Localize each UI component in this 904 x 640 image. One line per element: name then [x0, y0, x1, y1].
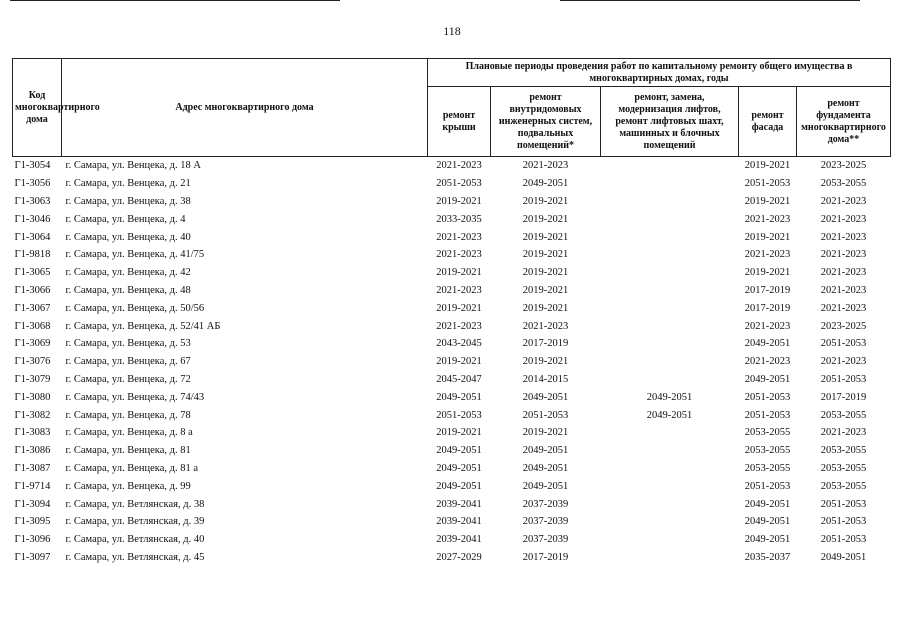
cell-internal: 2019-2021 [522, 213, 569, 225]
cell-elevator [601, 513, 739, 531]
cell-roof: 2019-2021 [436, 356, 482, 368]
cell-address: г. Самара, ул. Ветлянская, д. 45 [65, 551, 205, 563]
cell-code: Г1-3095 [14, 516, 51, 528]
table-row [13, 335, 891, 353]
cell-roof: 2021-2023 [436, 160, 482, 172]
cell-internal: 2017-2019 [522, 338, 569, 350]
cell-address: г. Самара, ул. Венцека, д. 50/56 [65, 302, 205, 314]
cell-address: г. Самара, ул. Венцека, д. 81 [65, 445, 191, 457]
cell-code: Г1-9818 [14, 249, 51, 261]
cell-elevator [601, 157, 739, 175]
table-row [13, 424, 891, 442]
cell-roof: 2043-2045 [436, 338, 482, 350]
cell-internal: 2037-2039 [522, 498, 569, 510]
cell-foundation: 2023-2025 [820, 320, 867, 332]
cell-facade: 2019-2021 [744, 267, 791, 279]
cell-roof: 2039-2041 [436, 498, 482, 510]
table-row [13, 317, 891, 335]
cell-elevator [601, 193, 739, 211]
top-edge-line-right [560, 0, 860, 1]
cell-elevator [601, 246, 739, 264]
cell-code: Г1-3056 [14, 178, 51, 190]
cell-foundation: 2021-2023 [820, 231, 867, 243]
cell-code: Г1-3080 [14, 391, 51, 403]
cell-address: г. Самара, ул. Ветлянская, д. 39 [65, 516, 205, 528]
header-address: Адрес многоквартирного дома [62, 59, 428, 157]
table-row [13, 299, 891, 317]
cell-roof: 2021-2023 [436, 320, 482, 332]
cell-code: Г1-3094 [14, 498, 51, 510]
cell-code: Г1-3096 [14, 534, 51, 546]
cell-facade: 2049-2051 [744, 498, 791, 510]
cell-facade: 2019-2021 [744, 231, 791, 243]
cell-internal: 2037-2039 [522, 534, 569, 546]
cell-facade: 2017-2019 [744, 284, 791, 296]
header-code: Код многоквартирного дома [13, 59, 62, 157]
header-foundation: ремонт фундамента многоквартирного дома** [797, 87, 891, 157]
cell-foundation: 2053-2055 [820, 178, 867, 190]
table-row [13, 210, 891, 228]
cell-address: г. Самара, ул. Венцека, д. 99 [65, 480, 191, 492]
cell-internal: 2019-2021 [522, 356, 569, 368]
table-row [13, 477, 891, 495]
cell-address: г. Самара, ул. Венцека, д. 21 [65, 178, 191, 190]
page-number: 118 [443, 24, 461, 38]
cell-internal: 2021-2023 [522, 320, 569, 332]
cell-address: г. Самара, ул. Венцека, д. 38 [65, 195, 191, 207]
cell-elevator [601, 371, 739, 389]
cell-roof: 2019-2021 [436, 427, 482, 439]
cell-code: Г1-3068 [14, 320, 51, 332]
cell-facade: 2051-2053 [744, 409, 791, 421]
cell-address: г. Самара, ул. Ветлянская, д. 40 [65, 534, 205, 546]
cell-facade: 2053-2055 [744, 462, 791, 474]
cell-address: г. Самара, ул. Венцека, д. 48 [65, 284, 191, 296]
cell-elevator [601, 175, 739, 193]
cell-address: г. Самара, ул. Венцека, д. 40 [65, 231, 191, 243]
cell-facade: 2051-2053 [744, 391, 791, 403]
cell-facade: 2051-2053 [744, 480, 791, 492]
cell-elevator: 2049-2051 [646, 409, 693, 421]
cell-internal: 2021-2023 [522, 160, 569, 172]
cell-elevator [601, 264, 739, 282]
cell-roof: 2027-2029 [436, 551, 482, 563]
cell-elevator [601, 335, 739, 353]
cell-code: Г1-3054 [14, 160, 51, 172]
cell-elevator [601, 282, 739, 300]
cell-elevator [601, 210, 739, 228]
table-row [13, 442, 891, 460]
table-row [13, 406, 891, 424]
capital-repair-table [12, 58, 891, 566]
cell-foundation: 2017-2019 [820, 391, 867, 403]
cell-foundation: 2051-2053 [820, 534, 867, 546]
cell-foundation: 2051-2053 [820, 373, 867, 385]
cell-foundation: 2053-2055 [820, 480, 867, 492]
cell-elevator [601, 317, 739, 335]
table-row [13, 228, 891, 246]
cell-internal: 2049-2051 [522, 480, 569, 492]
cell-elevator [601, 531, 739, 549]
cell-foundation: 2021-2023 [820, 356, 867, 368]
cell-roof: 2019-2021 [436, 302, 482, 314]
cell-address: г. Самара, ул. Венцека, д. 78 [65, 409, 191, 421]
cell-elevator [601, 442, 739, 460]
table-row [13, 495, 891, 513]
cell-foundation: 2021-2023 [820, 427, 867, 439]
cell-code: Г1-3083 [14, 427, 51, 439]
cell-address: г. Самара, ул. Венцека, д. 42 [65, 267, 191, 279]
cell-elevator [601, 460, 739, 478]
table-row [13, 388, 891, 406]
cell-code: Г1-3067 [14, 302, 51, 314]
cell-elevator [601, 495, 739, 513]
cell-internal: 2019-2021 [522, 284, 569, 296]
table-row [13, 264, 891, 282]
cell-internal: 2019-2021 [522, 427, 569, 439]
cell-internal: 2049-2051 [522, 462, 569, 474]
cell-code: Г1-3065 [14, 267, 51, 279]
header-roof: ремонт крыши [428, 87, 491, 157]
header-internal: ремонт внутридомовых инженерных систем, подвальных помещений* [491, 87, 601, 157]
cell-foundation: 2053-2055 [820, 462, 867, 474]
cell-internal: 2019-2021 [522, 267, 569, 279]
cell-facade: 2019-2021 [744, 195, 791, 207]
cell-code: Г1-3076 [14, 356, 51, 368]
table-row [13, 513, 891, 531]
cell-address: г. Самара, ул. Венцека, д. 41/75 [65, 249, 205, 261]
cell-code: Г1-3069 [14, 338, 51, 350]
cell-internal: 2049-2051 [522, 445, 569, 457]
cell-foundation: 2053-2055 [820, 445, 867, 457]
cell-foundation: 2051-2053 [820, 338, 867, 350]
cell-internal: 2049-2051 [522, 178, 569, 190]
cell-roof: 2051-2053 [436, 178, 482, 190]
cell-foundation: 2021-2023 [820, 284, 867, 296]
table-row [13, 282, 891, 300]
cell-facade: 2021-2023 [744, 320, 791, 332]
cell-internal: 2051-2053 [522, 409, 569, 421]
cell-code: Г1-3087 [14, 462, 51, 474]
cell-roof: 2019-2021 [436, 195, 482, 207]
cell-code: Г1-3079 [14, 373, 51, 385]
cell-code: Г1-3082 [14, 409, 51, 421]
cell-internal: 2019-2021 [522, 231, 569, 243]
cell-address: г. Самара, ул. Венцека, д. 8 а [65, 427, 193, 439]
header-group: Плановые периоды проведения работ по капитальному ремонту общего имущества в многоквартирных домах, годы [428, 59, 891, 87]
cell-facade: 2049-2051 [744, 534, 791, 546]
cell-foundation: 2051-2053 [820, 516, 867, 528]
cell-foundation: 2023-2025 [820, 160, 867, 172]
cell-facade: 2049-2051 [744, 338, 791, 350]
cell-code: Г1-9714 [14, 480, 51, 492]
cell-roof: 2039-2041 [436, 534, 482, 546]
cell-internal: 2049-2051 [522, 391, 569, 403]
table-row [13, 157, 891, 175]
table-row [13, 193, 891, 211]
cell-facade: 2021-2023 [744, 356, 791, 368]
cell-internal: 2014-2015 [522, 373, 569, 385]
cell-roof: 2021-2023 [436, 284, 482, 296]
cell-foundation: 2021-2023 [820, 249, 867, 261]
cell-address: г. Самара, ул. Ветлянская, д. 38 [65, 498, 205, 510]
cell-facade: 2049-2051 [744, 373, 791, 385]
table-body [13, 157, 891, 567]
cell-address: г. Самара, ул. Венцека, д. 52/41 АБ [65, 320, 221, 332]
cell-foundation: 2051-2053 [820, 498, 867, 510]
cell-facade: 2035-2037 [744, 551, 791, 563]
cell-roof: 2051-2053 [436, 409, 482, 421]
cell-facade: 2049-2051 [744, 516, 791, 528]
cell-foundation: 2049-2051 [820, 551, 867, 563]
table-row [13, 371, 891, 389]
cell-code: Г1-3046 [14, 213, 51, 225]
cell-foundation: 2021-2023 [820, 195, 867, 207]
cell-roof: 2033-2035 [436, 213, 482, 225]
cell-address: г. Самара, ул. Венцека, д. 18 А [65, 160, 201, 172]
cell-internal: 2019-2021 [522, 249, 569, 261]
cell-elevator [601, 424, 739, 442]
table-row [13, 460, 891, 478]
cell-facade: 2053-2055 [744, 427, 791, 439]
table-row [13, 246, 891, 264]
cell-foundation: 2021-2023 [820, 267, 867, 279]
cell-roof: 2045-2047 [436, 373, 482, 385]
cell-code: Г1-3097 [14, 551, 51, 563]
header-facade: ремонт фасада [739, 87, 797, 157]
cell-facade: 2053-2055 [744, 445, 791, 457]
cell-facade: 2051-2053 [744, 178, 791, 190]
cell-elevator [601, 228, 739, 246]
cell-address: г. Самара, ул. Венцека, д. 53 [65, 338, 191, 350]
cell-code: Г1-3063 [14, 195, 51, 207]
cell-roof: 2049-2051 [436, 445, 482, 457]
cell-address: г. Самара, ул. Венцека, д. 72 [65, 373, 191, 385]
cell-address: г. Самара, ул. Венцека, д. 74/43 [65, 391, 205, 403]
top-edge-line-left [10, 0, 340, 1]
cell-roof: 2021-2023 [436, 231, 482, 243]
cell-roof: 2019-2021 [436, 267, 482, 279]
cell-facade: 2017-2019 [744, 302, 791, 314]
cell-roof: 2039-2041 [436, 516, 482, 528]
table-row [13, 175, 891, 193]
cell-facade: 2021-2023 [744, 249, 791, 261]
cell-facade: 2019-2021 [744, 160, 791, 172]
cell-roof: 2049-2051 [436, 462, 482, 474]
cell-address: г. Самара, ул. Венцека, д. 4 [65, 213, 186, 225]
cell-internal: 2019-2021 [522, 195, 569, 207]
cell-internal: 2017-2019 [522, 551, 569, 563]
cell-elevator [601, 353, 739, 371]
cell-internal: 2019-2021 [522, 302, 569, 314]
cell-elevator: 2049-2051 [646, 391, 693, 403]
cell-elevator [601, 477, 739, 495]
cell-elevator [601, 549, 739, 567]
cell-code: Г1-3066 [14, 284, 51, 296]
cell-internal: 2037-2039 [522, 516, 569, 528]
cell-roof: 2049-2051 [436, 480, 482, 492]
cell-roof: 2049-2051 [436, 391, 482, 403]
table-row [13, 531, 891, 549]
cell-code: Г1-3064 [14, 231, 51, 243]
cell-foundation: 2021-2023 [820, 302, 867, 314]
table-row [13, 353, 891, 371]
cell-address: г. Самара, ул. Венцека, д. 67 [65, 356, 191, 368]
header-elevator: ремонт, замена, модернизация лифтов, ремонт лифтовых шахт, машинных и блочных помещений [601, 87, 739, 157]
cell-code: Г1-3086 [14, 445, 51, 457]
cell-roof: 2021-2023 [436, 249, 482, 261]
cell-facade: 2021-2023 [744, 213, 791, 225]
cell-foundation: 2021-2023 [820, 213, 867, 225]
cell-address: г. Самара, ул. Венцека, д. 81 а [65, 462, 199, 474]
table-row [13, 549, 891, 567]
cell-foundation: 2053-2055 [820, 409, 867, 421]
cell-elevator [601, 299, 739, 317]
